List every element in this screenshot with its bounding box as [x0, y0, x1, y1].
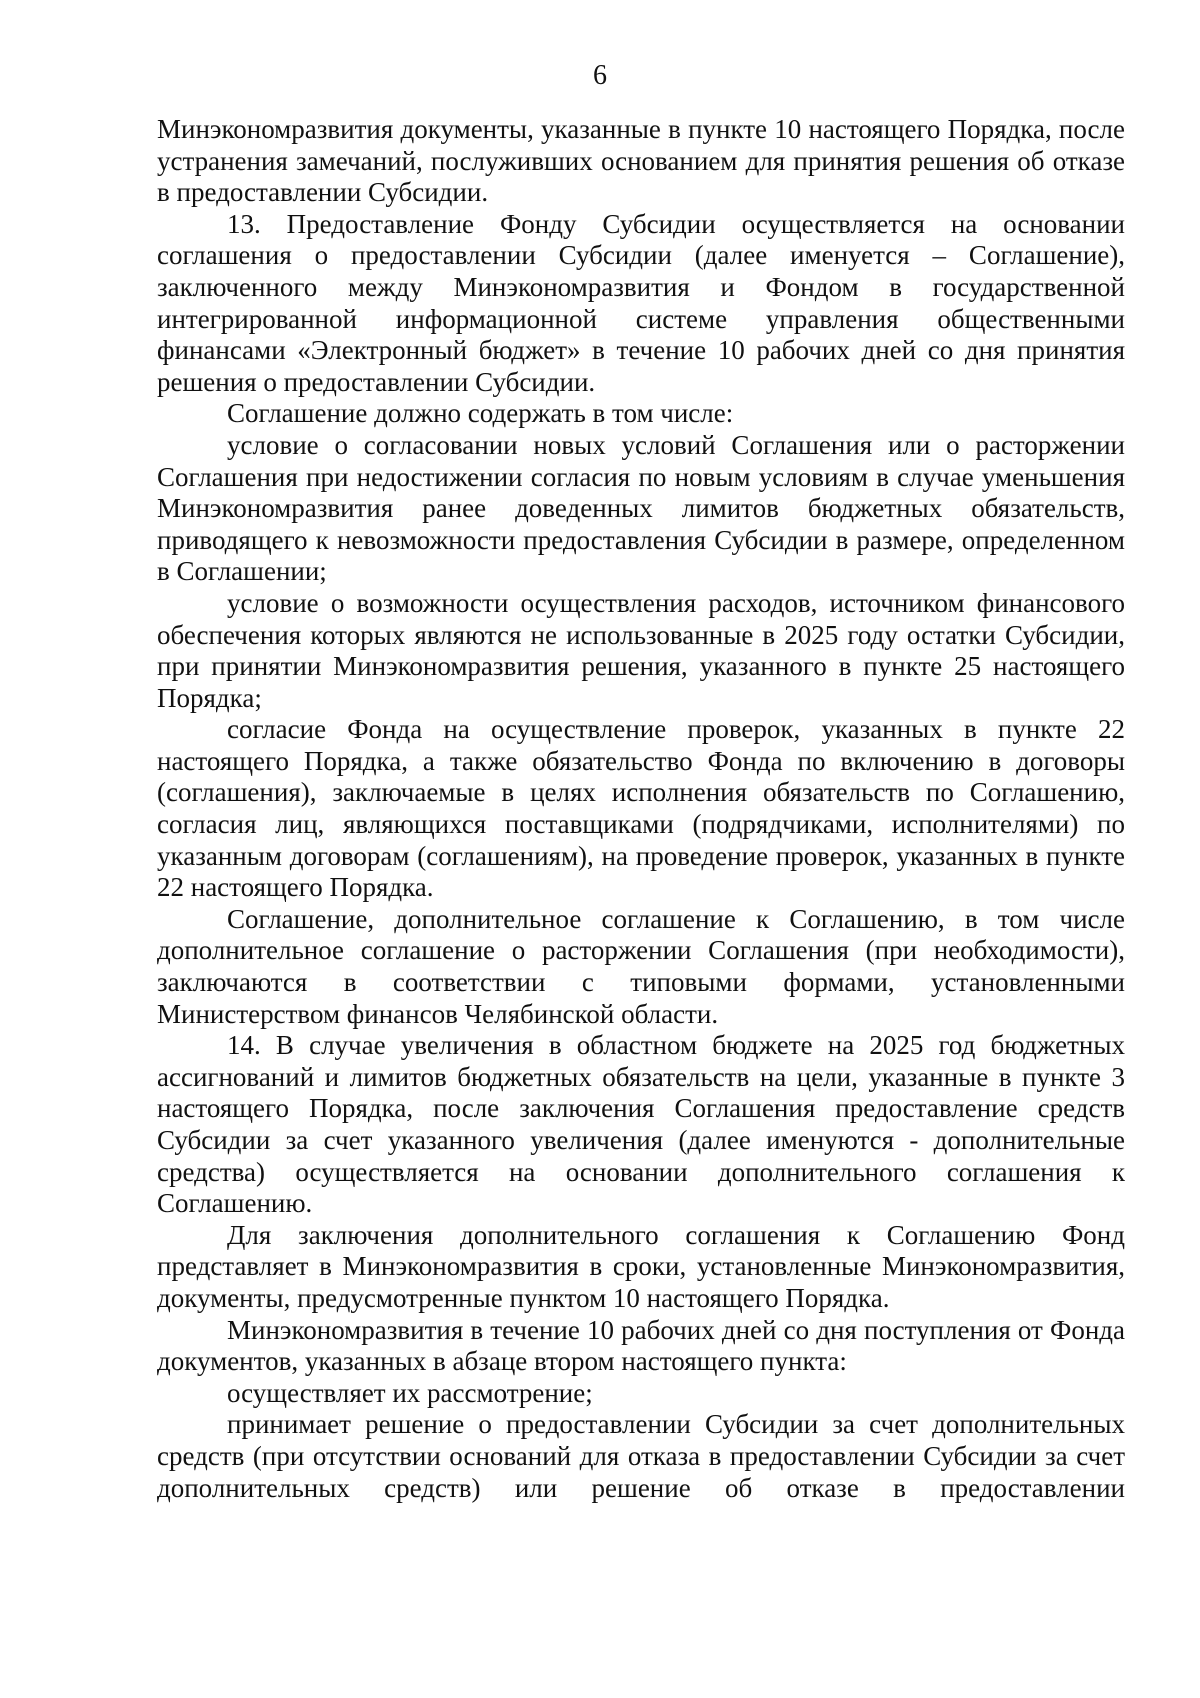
paragraph-review-period: Минэкономразвития в течение 10 рабочих дней со дня поступления от Фонда документов, указанных в абзаце втором настоящего пункта:: [157, 1314, 1125, 1377]
paragraph-additional-agreement: Для заключения дополнительного соглашения к Соглашению Фонд представляет в Минэкономразвития в сроки, установленные Минэкономразвития, документы, предусмотренные пунктом 10 настоящего Порядка.: [157, 1219, 1125, 1313]
page-number: 6: [593, 60, 607, 91]
paragraph-continuation: Минэкономразвития документы, указанные в пункте 10 настоящего Порядка, после устранения замечаний, послуживших основанием для принятия решения об отказе в предоставлении Субсидии.: [157, 114, 1125, 208]
paragraph-standard-forms: Соглашение, дополнительное соглашение к Соглашению, в том числе дополнительное соглашение о расторжении Соглашения (при необходимости), заключаются в соответствии с типовыми формами, установленными Министерством финансов Челябинской области.: [157, 903, 1125, 1029]
paragraph-item-14: 14. В случае увеличения в областном бюджете на 2025 год бюджетных ассигнований и лимитов бюджетных обязательств на цели, указанные в пункте 3 настоящего Порядка, после заключения Соглашения предоставление средств Субсидии за счет указанного увеличения (далее именуются - дополнительные средства) осуществляется на основании дополнительного соглашения к Соглашению.: [157, 1030, 1125, 1219]
paragraph-condition-new-terms: условие о согласовании новых условий Соглашения или о расторжении Соглашения при недостижении согласия по новым условиям в случае уменьшения Минэкономразвития ранее доведенных лимитов бюджетных обязательств, приводящего к невозможности предоставления Субсидии в размере, определенном в Соглашении;: [157, 429, 1125, 587]
paragraph-fund-consent: согласие Фонда на осуществление проверок, указанных в пункте 22 настоящего Порядка, а также обязательство Фонда по включению в договоры (соглашения), заключаемые в целях исполнения обязательств по Соглашению, согласия лиц, являющихся поставщиками (подрядчиками, исполнителями) по указанным договорам (соглашениям), на проведение проверок, указанных в пункте 22 настоящего Порядка.: [157, 714, 1125, 903]
paragraph-review: осуществляет их рассмотрение;: [227, 1377, 593, 1408]
paragraph-agreement-contents: Соглашение должно содержать в том числе:: [227, 398, 734, 429]
paragraph-condition-expenses: условие о возможности осуществления расходов, источником финансового обеспечения которых являются не использованные в 2025 году остатки Субсидии, при принятии Минэкономразвития решения, указанного в пункте 25 настоящего Порядка;: [157, 587, 1125, 713]
document-body: [157, 114, 1125, 1504]
paragraph-item-13: 13. Предоставление Фонду Субсидии осуществляется на основании соглашения о предоставлении Субсидии (далее именуется – Соглашение), заключенного между Минэкономразвития и Фондом в государственной интегрированной информационной системе управления общественными финансами «Электронный бюджет» в течение 10 рабочих дней со дня принятия решения о предоставлении Субсидии.: [157, 208, 1125, 397]
paragraph-decision: принимает решение о предоставлении Субсидии за счет дополнительных средств (при отсутствии оснований для отказа в предоставлении Субсидии за счет дополнительных средств) или решение об отказе в предоставлении: [157, 1409, 1125, 1503]
